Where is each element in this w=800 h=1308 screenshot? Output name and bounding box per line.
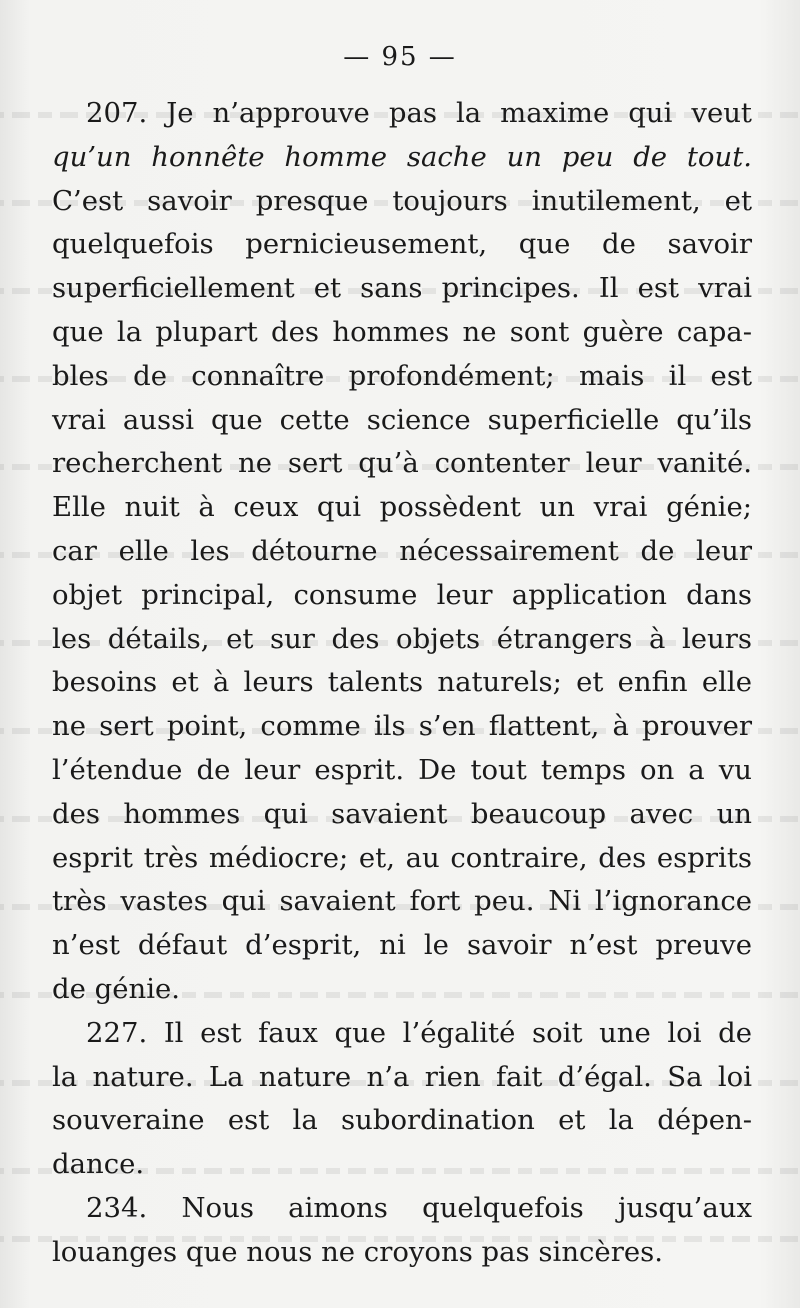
text-line: besoins et à leurs talents naturels; et enfin elle [52, 666, 752, 699]
text-line: 207. Je n’approuve pas la maxime qui veut [86, 97, 752, 129]
text-line: car elle les détourne nécessairement de leur [52, 534, 752, 567]
text-line: 227. Il est faux que l’égalité soit une loi de [86, 1016, 752, 1049]
text-line: esprit très médiocre; et, au contraire, des esprits [52, 841, 752, 874]
text-line: n’est défaut d’esprit, ni le savoir n’est preuve [52, 929, 752, 962]
text-line: de génie. [52, 972, 181, 1005]
text-line: très vastes qui savaient fort peu. Ni l’ignorance [52, 885, 752, 918]
text-line: quelquefois pernicieusement, que de savoir [52, 228, 752, 261]
text-line: objet principal, consume leur application dans [52, 578, 752, 611]
text-line-italic: qu’un honnête homme sache un peu de tout. [52, 140, 752, 173]
body-text [52, 92, 752, 1275]
text-line: dance. [52, 1148, 145, 1181]
text-line: que la plupart des hommes ne sont guère capa- [52, 315, 752, 348]
text-line: ne sert point, comme ils s’en flattent, à prouver [52, 710, 752, 743]
text-line: C’est savoir presque toujours inutilement, et [52, 184, 752, 217]
text-line: 234. Nous aimons quelquefois jusqu’aux [86, 1191, 752, 1224]
text-line: Elle nuit à ceux qui possèdent un vrai génie; [52, 491, 752, 524]
text-line: bles de connaître profondément; mais il est [52, 359, 752, 392]
text-line: recherchent ne sert qu’à contenter leur vanité. [52, 447, 752, 480]
text-line: louanges que nous ne croyons pas sincères. [52, 1235, 663, 1268]
text-line: l’étendue de leur esprit. De tout temps on a vu [52, 753, 752, 786]
text-line: les détails, et sur des objets étrangers à leurs [52, 622, 752, 655]
text-line: superficiellement et sans principes. Il est vrai [52, 272, 752, 305]
text-line: la nature. La nature n’a rien fait d’égal. Sa loi [52, 1060, 752, 1093]
page-number: — 95 — [343, 42, 457, 72]
text-line: vrai aussi que cette science superficielle qu’ils [52, 403, 752, 436]
text-line: des hommes qui savaient beaucoup avec un [52, 797, 752, 830]
text-line: souveraine est la subordination et la dépen- [52, 1104, 752, 1137]
